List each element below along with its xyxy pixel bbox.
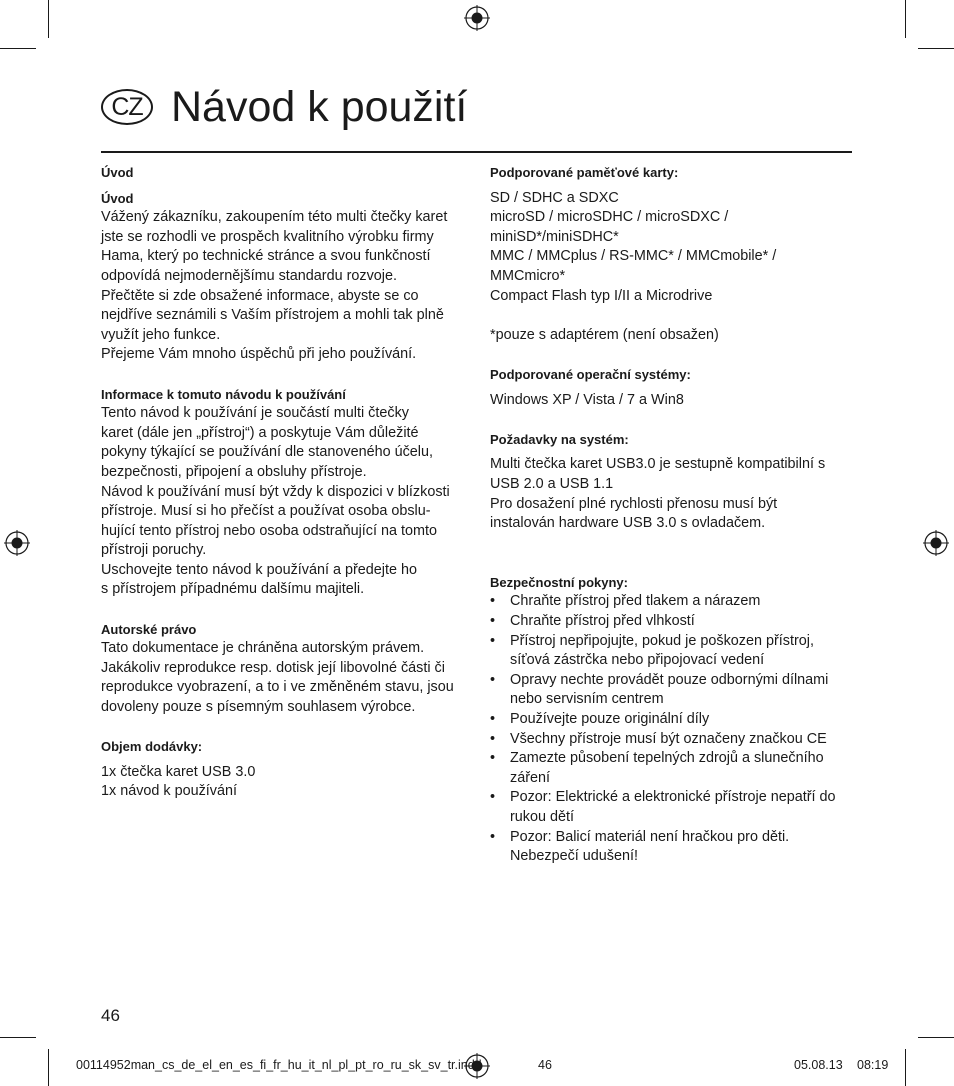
text-line: bezpečnosti, připojení a obsluhy přístroje. xyxy=(101,463,367,480)
copyright-paragraph xyxy=(101,639,471,717)
text-line: Přečtěte si zde obsažené informace, abyste se co xyxy=(101,287,419,304)
text-line: Návod k používání musí být vždy k dispozici v blízkosti xyxy=(101,483,450,500)
list-item-line: • Pozor: Balicí materiál není hračkou pro děti. xyxy=(510,828,790,845)
text-line: karet (dále jen „přístroj“) a poskytuje Vám důležité xyxy=(101,424,419,441)
requirements-paragraph xyxy=(490,455,860,533)
list-item xyxy=(490,632,860,671)
info-paragraph xyxy=(101,404,471,600)
left-column xyxy=(101,163,471,802)
list-item xyxy=(490,671,860,710)
text-line: MMCmicro* xyxy=(490,267,566,284)
text-line: přístroje. Musí si ho přečíst a používat osoba obslu- xyxy=(101,503,431,520)
intro-paragraph xyxy=(101,208,471,365)
text-line: Vážený zákazníku, zakoupením této multi čtečky karet xyxy=(101,209,448,226)
text-line: hující tento přístroj nebo osoba odstraňující na tomto xyxy=(101,522,437,539)
page-number: 46 xyxy=(101,1006,120,1025)
text-line: Uschovejte tento návod k používání a předejte ho xyxy=(101,561,418,578)
list-item xyxy=(490,749,860,788)
text-line: Multi čtečka karet USB3.0 je sestupně kompatibilní s xyxy=(490,456,826,473)
section-heading: Objem dodávky: xyxy=(101,739,203,755)
text-line: USB 2.0 a USB 1.1 xyxy=(490,475,614,492)
registration-mark-icon xyxy=(464,5,490,31)
list-item-line: záření xyxy=(510,769,550,786)
footer-time: 08:19 xyxy=(857,1058,889,1072)
text-line: Compact Flash typ I/II a Microdrive xyxy=(490,287,713,304)
text-line: jste se rozhodli ve prospěch kvalitního výrobku firmy xyxy=(101,228,434,245)
section-heading: Bezpečnostní pokyny: xyxy=(490,574,628,590)
list-item xyxy=(490,828,860,867)
text-line: nejdříve seznámili s Vaším přístrojem a mohli tak plně xyxy=(101,307,444,324)
list-item xyxy=(490,592,860,612)
list-item-line: • Používejte pouze originální díly xyxy=(510,711,710,728)
text-line: Pro dosažení plné rychlosti přenosu musí být xyxy=(490,495,778,512)
crop-mark xyxy=(48,1049,49,1086)
section-heading: Úvod xyxy=(101,165,134,180)
text-line: dovoleny pouze s písemným souhlasem výrobce. xyxy=(101,699,416,716)
crop-mark xyxy=(0,48,36,49)
section-heading: Informace k tomuto návodu k používání xyxy=(101,386,346,402)
text-line: s přístrojem případnému dalšímu majiteli. xyxy=(101,581,365,598)
page-header xyxy=(101,82,467,132)
crop-mark xyxy=(905,1049,906,1086)
section-heading: Úvod xyxy=(101,190,134,206)
safety-list xyxy=(490,592,860,866)
text-line: reprodukce vyobrazení, a to i ve změněném stavu, jsou xyxy=(101,679,454,696)
list-item-line: • Opravy nechte provádět pouze odbornými dílnami xyxy=(510,671,829,688)
text-line: Přejeme Vám mnoho úspěchů při jeho používání. xyxy=(101,346,417,363)
crop-mark xyxy=(918,48,954,49)
crop-mark xyxy=(918,1037,954,1038)
list-item-line: rukou dětí xyxy=(510,809,574,825)
text-line: microSD / microSDHC / microSDXC / miniSD*/miniSDHC* xyxy=(490,209,729,245)
list-item-line: • Všechny přístroje musí být označeny značkou CE xyxy=(510,730,827,747)
crop-mark xyxy=(905,0,906,38)
text-line: Tento návod k používání je součástí multi čtečky xyxy=(101,405,409,422)
section-heading: Podporované paměťové karty: xyxy=(490,165,679,180)
page-title: Návod k použití xyxy=(171,83,468,131)
list-item xyxy=(490,730,860,750)
os-text: Windows XP / Vista / 7 a Win8 xyxy=(490,391,684,408)
right-column xyxy=(490,163,860,867)
crop-mark xyxy=(48,0,49,38)
text-line: Tato dokumentace je chráněna autorským právem. xyxy=(101,640,425,657)
list-item xyxy=(490,612,860,632)
text-line: 1x čtečka karet USB 3.0 xyxy=(101,763,256,780)
list-item xyxy=(490,788,860,827)
footer-filename: 00114952man_cs_de_el_en_es_fi_fr_hu_it_nl_pl_pt_ro_ru_sk_sv_tr.indd xyxy=(76,1058,482,1072)
footer-date: 05.08.13 xyxy=(794,1058,843,1072)
text-line: instalován hardware USB 3.0 s ovladačem. xyxy=(490,515,766,532)
header-rule xyxy=(101,151,852,153)
list-item-line: • Zamezte působení tepelných zdrojů a slunečního xyxy=(510,750,824,767)
cards-note: *pouze s adaptérem (není obsažen) xyxy=(490,326,719,343)
section-heading: Podporované operační systémy: xyxy=(490,366,691,382)
list-item-line: • Přístroj nepřipojujte, pokud je poškozen přístroj, xyxy=(510,632,814,649)
language-badge: CZ xyxy=(101,89,153,125)
text-line: Jakákoliv reprodukce resp. dotisk její libovolné části či xyxy=(101,659,445,676)
registration-mark-icon xyxy=(4,530,30,556)
list-item-line: síťová zástrčka nebo připojovací vedení xyxy=(510,652,765,669)
section-heading: Autorské právo xyxy=(101,621,197,637)
list-item xyxy=(490,710,860,730)
cards-list xyxy=(490,189,860,307)
list-item-line: Nebezpečí udušení! xyxy=(510,848,639,865)
footer-page: 46 xyxy=(538,1058,552,1072)
text-line: SD / SDHC a SDXC xyxy=(490,189,619,206)
text-line: odpovídá nejmodernějšímu standardu rozvoje. xyxy=(101,267,397,284)
text-line: přístroji poruchy. xyxy=(101,542,207,559)
registration-mark-icon xyxy=(923,530,949,556)
text-line: využít jeho funkce. xyxy=(101,326,221,343)
text-line: MMC / MMCplus / RS-MMC* / MMCmobile* / xyxy=(490,248,777,265)
text-line: 1x návod k používání xyxy=(101,783,238,800)
section-heading: Požadavky na systém: xyxy=(490,431,629,447)
list-item-line: • Pozor: Elektrické a elektronické přístroje nepatří do xyxy=(510,789,836,806)
crop-mark xyxy=(0,1037,36,1038)
list-item-line: • Chraňte přístroj před vlhkostí xyxy=(510,613,695,630)
list-item-line: • Chraňte přístroj před tlakem a nárazem xyxy=(510,593,761,610)
text-line: pokyny týkající se používání dle stanoveného účelu, xyxy=(101,444,433,461)
package-list xyxy=(101,763,471,802)
text-line: Hama, který po technické stránce a svou funkčností xyxy=(101,248,431,265)
list-item-line: nebo servisním centrem xyxy=(510,691,664,708)
